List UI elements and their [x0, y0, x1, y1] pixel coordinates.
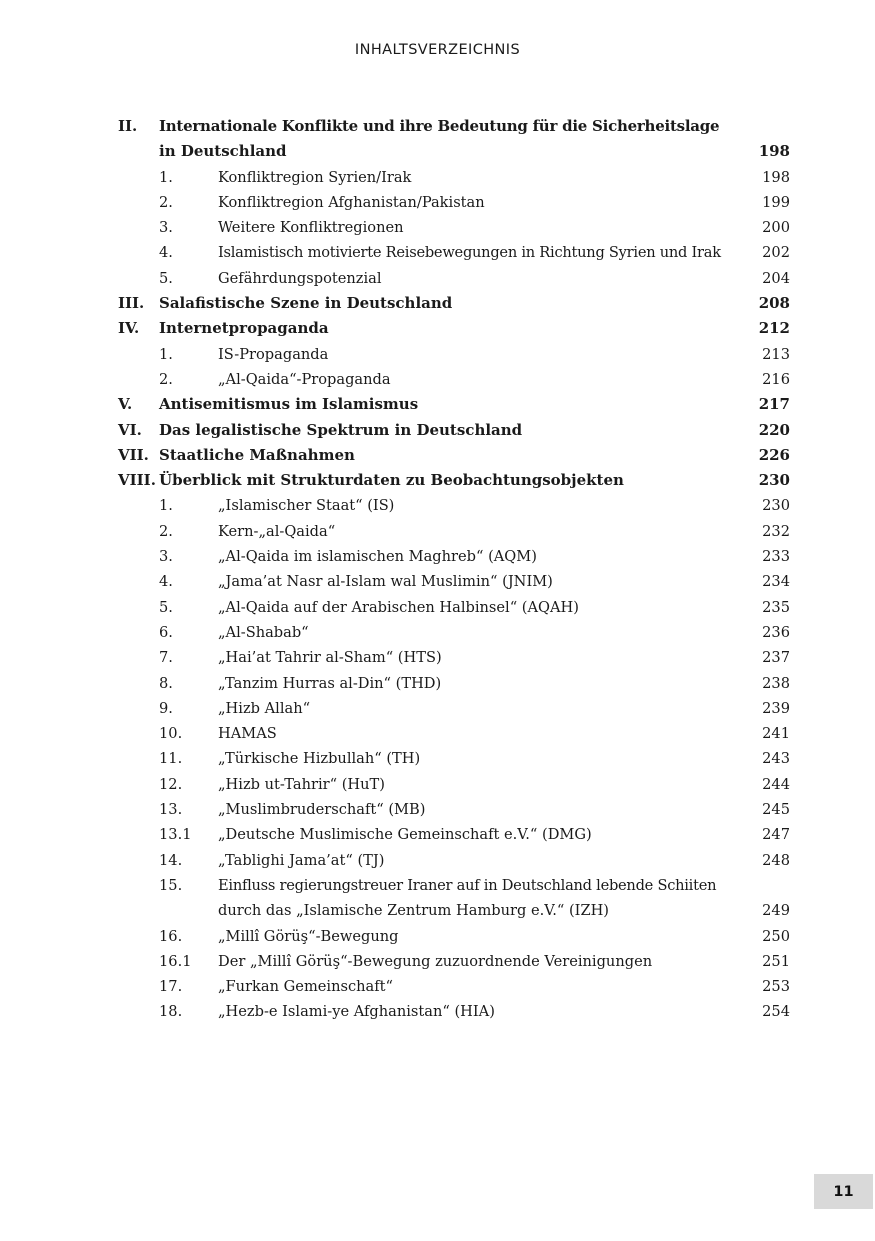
- toc-entry-page: 248: [762, 851, 790, 869]
- toc-entry-title: „Islamischer Staat“ (IS): [218, 497, 395, 515]
- toc-entry-page: 217: [758, 395, 790, 414]
- toc-entry-page: 230: [762, 497, 790, 515]
- toc-entry-number: 6.: [159, 623, 173, 641]
- toc-entry-page: 234: [762, 573, 790, 591]
- toc-subsection-row: [118, 645, 790, 670]
- toc-section-row: [118, 291, 790, 316]
- toc-entry-title: Gefährdungspotenzial: [218, 269, 382, 287]
- toc-entry-number: 13.1: [159, 826, 192, 844]
- toc-entry-number: 5.: [159, 598, 173, 616]
- toc-entry-title: in Deutschland: [159, 142, 287, 161]
- toc-subsection-row: [118, 999, 790, 1024]
- toc-entry-number: 2.: [159, 370, 173, 388]
- toc-subsection-row: [118, 772, 790, 797]
- toc-entry-title: „Hizb ut-Tahrir“ (HuT): [218, 775, 385, 793]
- toc-entry-number: III.: [118, 294, 145, 313]
- toc-subsection-row: [118, 898, 790, 923]
- table-of-contents: [118, 114, 790, 1025]
- toc-entry-title: Staatliche Maßnahmen: [159, 445, 355, 464]
- toc-entry-title: IS-Propaganda: [218, 345, 329, 363]
- toc-entry-title: „Hizb Allah“: [218, 699, 311, 717]
- toc-entry-number: 10.: [159, 725, 183, 743]
- toc-entry-number: 11.: [159, 750, 183, 768]
- toc-entry-number: 16.1: [159, 952, 192, 970]
- toc-entry-page: 243: [762, 750, 790, 768]
- toc-entry-title: „Deutsche Muslimische Gemeinschaft e.V.“ (DMG): [218, 826, 592, 844]
- toc-section-row: [118, 418, 790, 443]
- toc-subsection-row: [118, 848, 790, 873]
- toc-entry-title: Salafistische Szene in Deutschland: [159, 294, 453, 313]
- toc-subsection-row: [118, 367, 790, 392]
- toc-entry-page: 254: [762, 1003, 790, 1021]
- toc-subsection-row: [118, 797, 790, 822]
- toc-entry-number: 4.: [159, 573, 173, 591]
- toc-entry-page: 244: [762, 775, 790, 793]
- toc-entry-number: VI.: [118, 420, 142, 439]
- toc-entry-page: 226: [758, 445, 790, 464]
- toc-entry-title: „Millî Görüş“-Bewegung: [218, 927, 399, 945]
- toc-entry-page: 213: [762, 345, 790, 363]
- toc-entry-page: 251: [762, 952, 790, 970]
- toc-entry-number: VII.: [118, 445, 149, 464]
- toc-entry-page: 235: [762, 598, 790, 616]
- toc-subsection-row: [118, 721, 790, 746]
- toc-subsection-row: [118, 569, 790, 594]
- toc-subsection-row: [118, 822, 790, 847]
- toc-section-row: [118, 392, 790, 417]
- toc-entry-number: 2.: [159, 522, 173, 540]
- toc-entry-title: „Furkan Gemeinschaft“: [218, 978, 393, 996]
- toc-subsection-row: [118, 974, 790, 999]
- toc-entry-page: 247: [762, 826, 790, 844]
- toc-entry-page: 237: [762, 649, 790, 667]
- toc-entry-number: 2.: [159, 193, 173, 211]
- toc-entry-title: Internetpropaganda: [159, 319, 329, 338]
- toc-entry-number: II.: [118, 117, 138, 135]
- toc-entry-title: „Hai’at Tahrir al-Sham“ (HTS): [218, 649, 442, 667]
- toc-entry-title: Überblick mit Strukturdaten zu Beobachtungsobjekten: [159, 471, 624, 490]
- toc-entry-title: Islamistisch motivierte Reisebewegungen in Richtung Syrien und Irak: [218, 244, 721, 262]
- toc-entry-page: 249: [762, 902, 790, 920]
- toc-entry-page: 230: [758, 471, 790, 490]
- toc-entry-page: 253: [762, 978, 790, 996]
- toc-entry-title: „Al-Qaida im islamischen Maghreb“ (AQM): [218, 548, 537, 566]
- toc-entry-page: 198: [762, 168, 790, 186]
- toc-entry-page: 250: [762, 927, 790, 945]
- toc-entry-number: 18.: [159, 1003, 183, 1021]
- toc-subsection-row: [118, 266, 790, 291]
- toc-entry-page: 241: [762, 725, 790, 743]
- toc-entry-page: 232: [762, 522, 790, 540]
- toc-entry-title: „Al-Qaida“-Propaganda: [218, 370, 391, 388]
- toc-entry-page: 200: [762, 219, 790, 237]
- toc-entry-number: 12.: [159, 775, 183, 793]
- toc-entry-title: „Tablighi Jama’at“ (TJ): [218, 851, 385, 869]
- toc-section-row: [118, 114, 790, 139]
- toc-entry-title: „Türkische Hizbullah“ (TH): [218, 750, 421, 768]
- toc-entry-page: 236: [762, 623, 790, 641]
- toc-entry-title: Antisemitismus im Islamismus: [159, 395, 419, 414]
- toc-subsection-row: [118, 519, 790, 544]
- toc-entry-title: „Hezb-e Islami-ye Afghanistan“ (HIA): [218, 1003, 495, 1021]
- toc-subsection-row: [118, 620, 790, 645]
- toc-entry-title: Kern-„al-Qaida“: [218, 522, 336, 540]
- toc-subsection-row: [118, 190, 790, 215]
- toc-entry-number: 1.: [159, 345, 173, 363]
- toc-subsection-row: [118, 873, 790, 898]
- toc-entry-page: 216: [762, 370, 790, 388]
- toc-entry-page: 245: [762, 801, 790, 819]
- toc-entry-page: 208: [758, 294, 790, 313]
- toc-subsection-row: [118, 165, 790, 190]
- toc-subsection-row: [118, 949, 790, 974]
- toc-subsection-row: [118, 493, 790, 518]
- toc-entry-page: 204: [762, 269, 790, 287]
- toc-section-row: [118, 139, 790, 164]
- toc-entry-number: V.: [118, 395, 133, 414]
- toc-entry-page: 238: [762, 674, 790, 692]
- toc-entry-number: 8.: [159, 674, 173, 692]
- toc-entry-title: „Muslimbruderschaft“ (MB): [218, 801, 426, 819]
- toc-entry-title: „Tanzim Hurras al-Din“ (THD): [218, 674, 442, 692]
- toc-entry-page: 199: [762, 193, 790, 211]
- toc-entry-title: durch das „Islamische Zentrum Hamburg e.V.“ (IZH): [218, 902, 610, 920]
- toc-entry-page: 212: [758, 319, 790, 338]
- toc-entry-number: IV.: [118, 319, 140, 338]
- toc-subsection-row: [118, 746, 790, 771]
- page-number-badge: 11: [814, 1174, 873, 1209]
- toc-entry-number: 15.: [159, 876, 183, 894]
- toc-entry-title: HAMAS: [218, 725, 277, 743]
- toc-entry-title: Internationale Konflikte und ihre Bedeutung für die Sicherheitslage: [159, 117, 720, 135]
- toc-entry-page: 220: [758, 420, 790, 439]
- toc-entry-title: Das legalistische Spektrum in Deutschland: [159, 420, 523, 439]
- toc-entry-page: 233: [762, 548, 790, 566]
- toc-section-row: [118, 468, 790, 493]
- toc-entry-number: 7.: [159, 649, 173, 667]
- toc-entry-title: „Al-Shabab“: [218, 623, 309, 641]
- toc-subsection-row: [118, 671, 790, 696]
- toc-entry-number: 1.: [159, 168, 173, 186]
- toc-entry-number: 5.: [159, 269, 173, 287]
- toc-entry-page: 202: [762, 244, 790, 262]
- toc-entry-number: 3.: [159, 219, 173, 237]
- running-header: INHALTSVERZEICHNIS: [354, 42, 521, 58]
- toc-section-row: [118, 316, 790, 341]
- toc-entry-number: VIII.: [118, 471, 156, 490]
- toc-subsection-row: [118, 240, 790, 265]
- toc-entry-number: 13.: [159, 801, 183, 819]
- toc-entry-number: 3.: [159, 548, 173, 566]
- toc-entry-title: Konfliktregion Syrien/Irak: [218, 168, 412, 186]
- toc-entry-number: 9.: [159, 699, 173, 717]
- toc-entry-title: Der „Millî Görüş“-Bewegung zuzuordnende Vereinigungen: [218, 952, 653, 970]
- toc-entry-number: 4.: [159, 244, 173, 262]
- toc-entry-number: 17.: [159, 978, 183, 996]
- toc-entry-page: 239: [762, 699, 790, 717]
- toc-entry-title: Einfluss regierungstreuer Iraner auf in Deutschland lebende Schiiten: [218, 876, 717, 894]
- toc-entry-title: „Jama’at Nasr al-Islam wal Muslimin“ (JNIM): [218, 573, 553, 591]
- toc-entry-page: 198: [758, 142, 790, 161]
- toc-section-row: [118, 443, 790, 468]
- toc-entry-title: „Al-Qaida auf der Arabischen Halbinsel“ (AQAH): [218, 598, 579, 616]
- toc-entry-title: Konfliktregion Afghanistan/Pakistan: [218, 193, 485, 211]
- toc-entry-number: 1.: [159, 497, 173, 515]
- toc-subsection-row: [118, 544, 790, 569]
- toc-subsection-row: [118, 696, 790, 721]
- toc-subsection-row: [118, 342, 790, 367]
- toc-subsection-row: [118, 215, 790, 240]
- toc-entry-number: 16.: [159, 927, 183, 945]
- toc-entry-number: 14.: [159, 851, 183, 869]
- toc-subsection-row: [118, 595, 790, 620]
- toc-subsection-row: [118, 924, 790, 949]
- toc-entry-title: Weitere Konfliktregionen: [218, 219, 404, 237]
